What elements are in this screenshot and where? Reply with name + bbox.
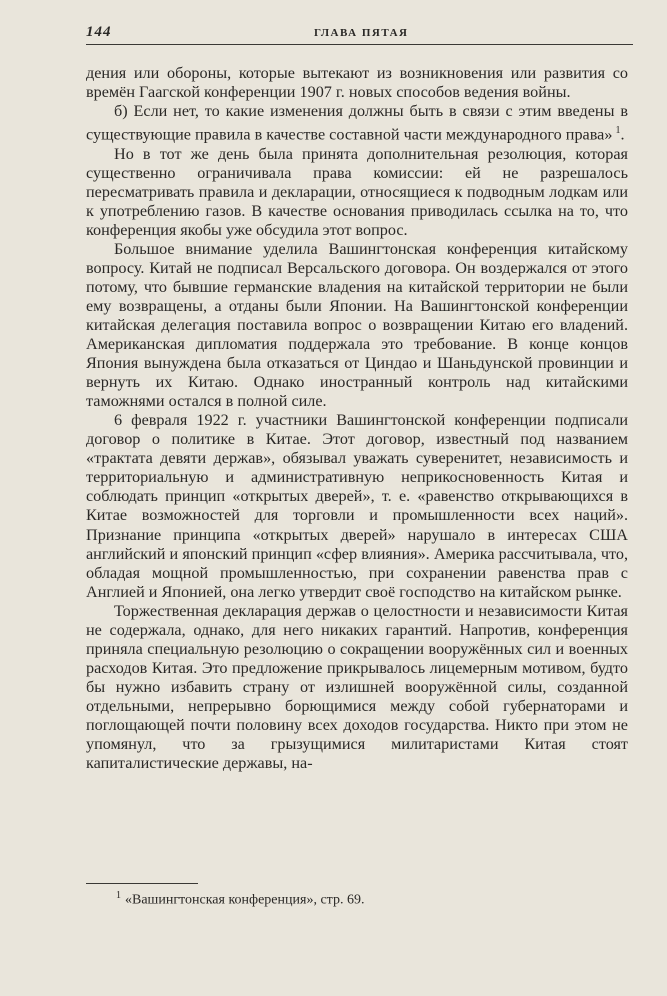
footnote-text: «Вашингтонская конференция», стр. 69. (125, 892, 365, 908)
body-text (86, 64, 628, 773)
paragraph-6: Торжественная декларация держав о целостности и независимости Китая не содержала, однако, для него никаких гарантий. Напротив, конференция приняла специальную резолюцию о сокращении вооружённых сил и военных расходов Китая. Это предложение прикрывалось лицемерным мотивом, будто бы нужно избавить страну от излишней вооружённой силы, созданной отдельными, непрерывно борющимися между собой губернаторами и поглощающей почти половину всех доходов государства. Никто при этом не упомянул, что за грызущимися милитаристами Китая стоят капиталистические державы, на- (86, 601, 628, 773)
page-number: 144 (86, 24, 112, 40)
running-head: ГЛАВА ПЯТАЯ (314, 27, 409, 39)
footnote-mark: 1 (116, 890, 121, 901)
paragraph-2-text: б) Если нет, то какие изменения должны быть в связи с этим введены в существующие правила в качестве составной части международного права» (86, 102, 628, 144)
page-header (86, 24, 633, 45)
footnote-reference: 1 (615, 125, 621, 137)
paragraph-4: Большое внимание уделила Вашингтонская конференция китайскому вопросу. Китай не подписал Версальского договора. Он воздержался от этого потому, что бывшие германские владения на китайской территории не были ему возвращены, а отданы были Японии. На Вашингтонской конференции китайская делегация поставила вопрос о возвращении Китаю его владений. Американская дипломатия поддержала это требование. В конце концов Япония вынуждена была отказаться от Циндао и Шаньдунской провинции и вернуть их Китаю. Однако иностранный контроль над китайскими таможнями остался в полной силе. (86, 239, 628, 411)
footnote (116, 887, 364, 910)
paragraph-5: 6 февраля 1922 г. участники Вашингтонской конференции подписали договор о политике в Китае. Этот договор, известный под названием «трактата девяти держав», обязывал уважать суверенитет, независимость и территориальную и административную неприкосновенность Китая и соблюдать принцип «открытых дверей», т. е. «равенство открывающихся в Китае возможностей для торговли и промышленности всех наций». Признание принципа «открытых дверей» нарушало в интересах США английский и японский принцип «сфер влияния». Америка рассчитывала, что, обладая мощной промышленностью, при сохранении равенства прав с Англией и Японией, она легко утвердит своё господство на китайском рынке. (86, 411, 628, 601)
paragraph-1: дения или обороны, которые вытекают из возникновения или развития со времён Гаагской конференции 1907 г. новых способов ведения войны. (86, 64, 628, 102)
footnote-divider (86, 883, 198, 884)
paragraph-2: б) Если нет, то какие изменения должны быть в связи с этим введены в существующие правила в качестве составной части международного права» $^1$. (86, 102, 628, 144)
paragraph-3: Но в тот же день была принята дополнительная резолюция, которая существенно ограничивала права комиссии: ей не разрешалось пересматривать правила и декларации, относящиеся к подводным лодкам или к употреблению газов. В качестве основания приводилась ссылка на то, что конференция якобы уже обсудила этот вопрос. (86, 144, 628, 239)
